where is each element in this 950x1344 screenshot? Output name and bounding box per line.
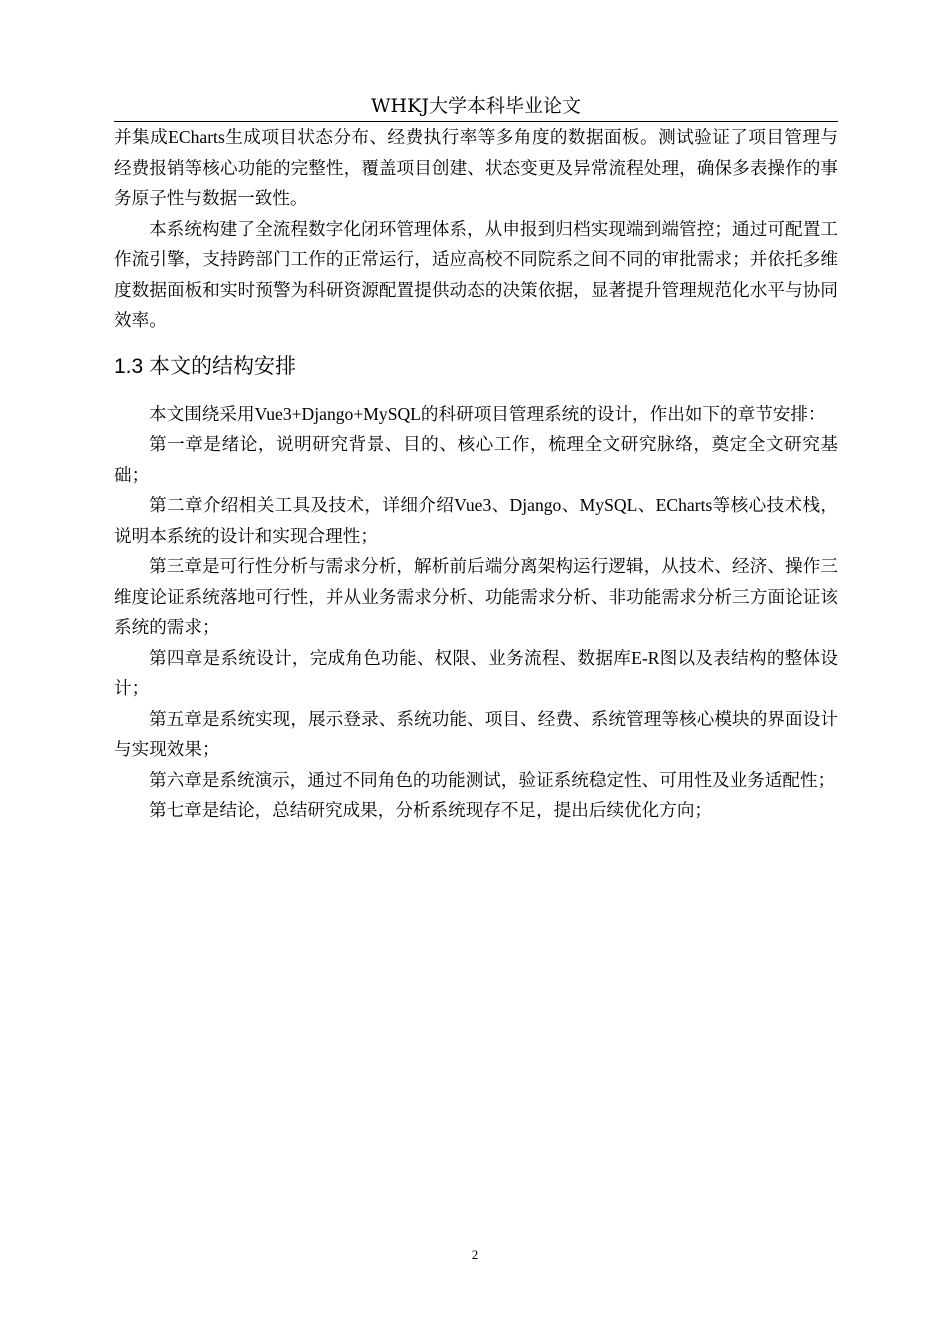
section-heading: 1.3 本文的结构安排 <box>114 354 297 378</box>
chapter-6-paragraph: 第六章是系统演示，通过不同角色的功能测试，验证系统稳定性、可用性及业务适配性； <box>149 769 836 790</box>
chapter-4-paragraph: 第四章是系统设计，完成角色功能、权限、业务流程、数据库E-R图以及表结构的整体设计； <box>114 647 838 698</box>
page-number: 2 <box>471 1247 479 1262</box>
continued-paragraph: 并集成ECharts生成项目状态分布、经费执行率等多角度的数据面板。测试验证了项目管理与经费报销等核心功能的完整性，覆盖项目创建、状态变更及异常流程处理，确保多表操作的事务原子性与数据一致性。 <box>114 127 838 208</box>
chapter-1-paragraph: 第一章是绪论，说明研究背景、目的、核心工作，梳理全文研究脉络，奠定全文研究基础； <box>114 434 838 485</box>
chapter-7-paragraph: 第七章是结论，总结研究成果，分析系统现存不足，提出后续优化方向； <box>149 800 713 820</box>
chapter-5-paragraph: 第五章是系统实现，展示登录、系统功能、项目、经费、系统管理等核心模块的界面设计与实现效果； <box>114 708 838 759</box>
document-body <box>114 122 838 826</box>
chapter-3-paragraph: 第三章是可行性分析与需求分析，解析前后端分离架构运行逻辑，从技术、经济、操作三维度论证系统落地可行性，并从业务需求分析、功能需求分析、非功能需求分析三方面论证该系统的需求； <box>114 556 838 637</box>
section-intro-paragraph: 本文围绕采用Vue3+Django+MySQL的科研项目管理系统的设计，作出如下的章节安排： <box>149 403 826 424</box>
chapter-2-paragraph: 第二章介绍相关工具及技术，详细介绍Vue3、Django、MySQL、ECharts等核心技术栈，说明本系统的设计和实现合理性； <box>114 495 838 546</box>
summary-paragraph: 本系统构建了全流程数字化闭环管理体系，从申报到归档实现端到端管控；通过可配置工作流引擎，支持跨部门工作的正常运行，适应高校不同院系之间不同的审批需求；并依托多维度数据面板和实时预警为科研资源配置提供动态的决策依据，显著提升管理规范化水平与协同效率。 <box>114 218 838 330</box>
running-header: WHKJ大学本科毕业论文 <box>371 95 581 117</box>
